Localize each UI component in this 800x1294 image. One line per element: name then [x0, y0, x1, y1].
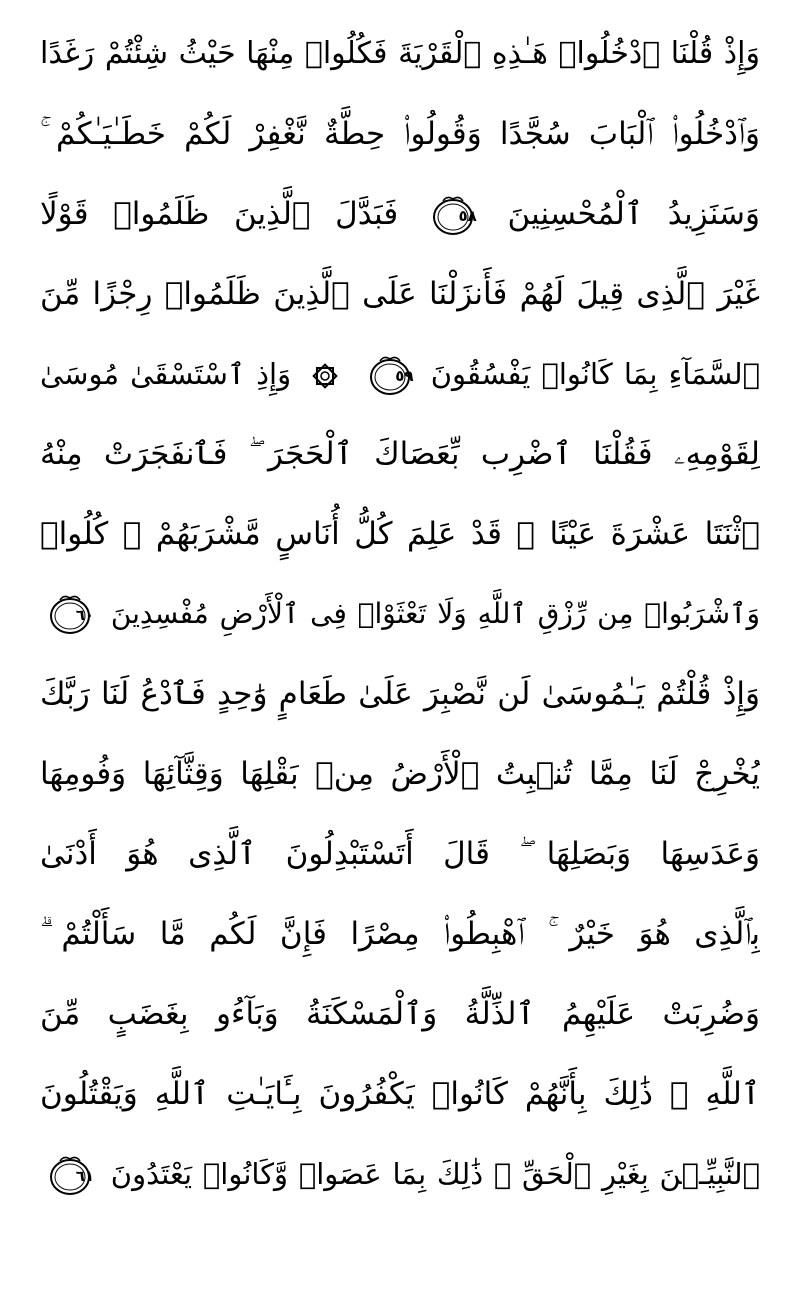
verse-line [40, 174, 760, 254]
ayah-end-marker [429, 194, 477, 238]
verse-line [40, 494, 760, 574]
ayah-number: ٥٩ [395, 367, 414, 385]
verse-text: ٱلنَّبِيِّـۧنَ بِغَيْرِ ٱلْحَقِّ ۗ ذَٰلِكَ بِمَا عَصَوا۟ وَّكَانُوا۟ يَعْتَدُونَ [110, 1157, 760, 1191]
verse-line [40, 14, 760, 94]
verse-text: وَإِذِ ٱسْتَسْقَىٰ مُوسَىٰ [40, 357, 292, 391]
ayah-end-marker [46, 1154, 94, 1198]
verse-text: وَعَدَسِهَا وَبَصَلِهَا ۖ قَالَ أَتَسْتَبْدِلُونَ ٱلَّذِى هُوَ أَدْنَىٰ [40, 836, 760, 872]
verse-line [40, 974, 760, 1054]
verse-line [40, 334, 760, 414]
verse-text: ٱللَّهِ ۗ ذَٰلِكَ بِأَنَّهُمْ كَانُوا۟ يَكْفُرُونَ بِـَٔايَـٰتِ ٱللَّهِ وَيَقْتُلُونَ [40, 1076, 760, 1112]
verse-line [40, 414, 760, 494]
ayah-number: ٦١ [75, 1167, 94, 1185]
verse-line [40, 574, 760, 654]
verse-line [40, 894, 760, 974]
verse-line [40, 654, 760, 734]
verse-line [40, 734, 760, 814]
verse-lines [40, 14, 760, 1214]
verse-line [40, 1054, 760, 1134]
verse-text: ٱلسَّمَآءِ بِمَا كَانُوا۟ يَفْسُقُونَ [430, 357, 760, 391]
verse-text: وَٱشْرَبُوا۟ مِن رِّزْقِ ٱللَّهِ وَلَا تَعْثَوْا۟ فِى ٱلْأَرْضِ مُفْسِدِينَ [110, 597, 760, 630]
verse-text: وَسَنَزِيدُ ٱلْمُحْسِنِينَ [507, 196, 760, 232]
verse-text: ٱثْنَتَا عَشْرَةَ عَيْنًا ۖ قَدْ عَلِمَ كُلُّ أُنَاسٍ مَّشْرَبَهُمْ ۖ كُلُوا۟ [40, 516, 760, 552]
verse-line [40, 254, 760, 334]
verse-text: فَبَدَّلَ ٱلَّذِينَ ظَلَمُوا۟ قَوْلًا [40, 196, 399, 232]
verse-text: غَيْرَ ٱلَّذِى قِيلَ لَهُمْ فَأَنزَلْنَا عَلَى ٱلَّذِينَ ظَلَمُوا۟ رِجْزًا مِّنَ [40, 276, 760, 312]
verse-text: وَٱدْخُلُوا۟ ٱلْبَابَ سُجَّدًا وَقُولُوا۟ حِطَّةٌ نَّغْفِرْ لَكُمْ خَطَـٰيَـٰكُمْ ۚ [40, 116, 760, 152]
verse-text: يُخْرِجْ لَنَا مِمَّا تُنۢبِتُ ٱلْأَرْضُ مِنۢ بَقْلِهَا وَقِثَّآئِهَا وَفُومِهَا [40, 756, 760, 792]
verse-line [40, 814, 760, 894]
ayah-number: ٥٨ [458, 206, 477, 225]
verse-line [40, 94, 760, 174]
verse-text: وَضُرِبَتْ عَلَيْهِمُ ٱلذِّلَّةُ وَٱلْمَسْكَنَةُ وَبَآءُو بِغَضَبٍ مِّنَ [40, 996, 760, 1032]
verse-text: وَإِذْ قُلْتُمْ يَـٰمُوسَىٰ لَن نَّصْبِرَ عَلَىٰ طَعَامٍ وَٰحِدٍ فَٱدْعُ لَنَا رَبَّكَ [40, 676, 760, 712]
ayah-end-marker [46, 593, 94, 637]
verse-text: وَإِذْ قُلْنَا ٱدْخُلُوا۟ هَـٰذِهِ ٱلْقَرْيَةَ فَكُلُوا۟ مِنْهَا حَيْثُ شِئْتُمْ رَغَدًا [40, 36, 760, 71]
ayah-number: ٦٠ [75, 606, 94, 624]
rub-el-hizb-icon [308, 359, 342, 393]
verse-line [40, 1134, 760, 1214]
ayah-end-marker [366, 354, 414, 398]
verse-text: بِٱلَّذِى هُوَ خَيْرٌ ۚ ٱهْبِطُوا۟ مِصْرًا فَإِنَّ لَكُم مَّا سَأَلْتُمْ ۗ [40, 916, 760, 952]
verse-text: لِقَوْمِهِۦ فَقُلْنَا ٱضْرِب بِّعَصَاكَ ٱلْحَجَرَ ۖ فَٱنفَجَرَتْ مِنْهُ [40, 436, 760, 472]
